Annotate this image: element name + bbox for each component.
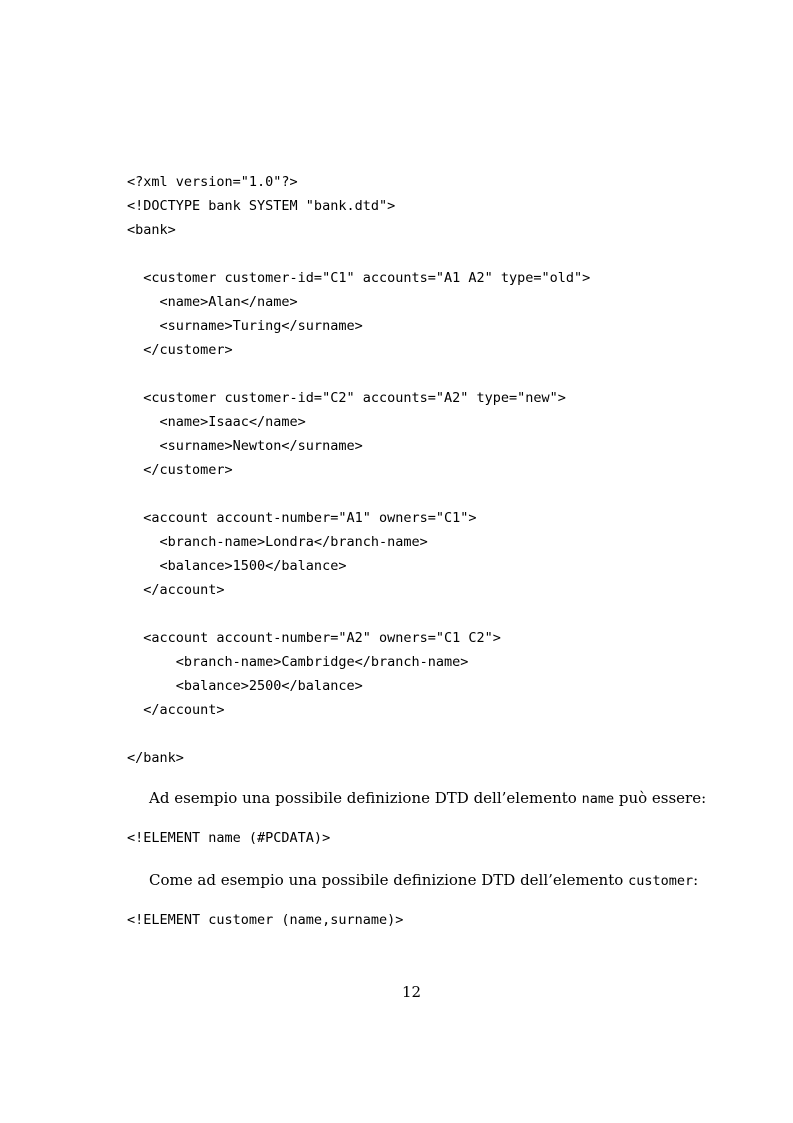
paragraph-name-definition	[127, 789, 707, 807]
code-line: <account account-number="A1" owners="C1">	[127, 510, 477, 526]
code-line	[127, 602, 590, 626]
code-line: <surname>Turing</surname>	[127, 318, 363, 334]
code-line: <customer customer-id="C1" accounts="A1 A2" type="old">	[127, 270, 591, 286]
code-line	[127, 482, 590, 506]
paragraph-text: può essere:	[614, 789, 707, 807]
inline-code: customer	[628, 873, 694, 889]
code-line: </account>	[127, 702, 225, 718]
code-line: </account>	[127, 582, 225, 598]
code-line: <branch-name>Londra</branch-name>	[127, 534, 428, 550]
code-line: <balance>2500</balance>	[127, 678, 363, 694]
code-line: <?xml version="1.0"?>	[127, 174, 298, 190]
inline-code: name	[581, 791, 615, 807]
code-line: <customer customer-id="C2" accounts="A2" type="new">	[127, 390, 566, 406]
code-line: <surname>Newton</surname>	[127, 438, 363, 454]
code-line	[127, 722, 590, 746]
code-line: <branch-name>Cambridge</branch-name>	[127, 654, 469, 670]
code-line: <account account-number="A2" owners="C1 C2">	[127, 630, 501, 646]
code-line	[127, 242, 590, 266]
page-number: 12	[401, 983, 422, 1001]
xml-code-listing	[127, 170, 590, 770]
code-line: <name>Isaac</name>	[127, 414, 306, 430]
code-line: <bank>	[127, 222, 176, 238]
paragraph-text: :	[693, 871, 699, 889]
code-line: <balance>1500</balance>	[127, 558, 347, 574]
code-line: </customer>	[127, 462, 233, 478]
dtd-element-customer: <!ELEMENT customer (name,surname)>	[127, 912, 404, 928]
code-line	[127, 362, 590, 386]
code-line: </customer>	[127, 342, 233, 358]
code-line: <name>Alan</name>	[127, 294, 298, 310]
code-line: <!DOCTYPE bank SYSTEM "bank.dtd">	[127, 198, 396, 214]
paragraph-customer-definition	[127, 871, 699, 889]
paragraph-text: Come ad esempio una possibile definizione DTD dell’elemento	[149, 871, 629, 889]
paragraph-text: Ad esempio una possibile definizione DTD dell’elemento	[149, 789, 582, 807]
code-line: </bank>	[127, 750, 184, 766]
dtd-element-name: <!ELEMENT name (#PCDATA)>	[127, 830, 331, 846]
